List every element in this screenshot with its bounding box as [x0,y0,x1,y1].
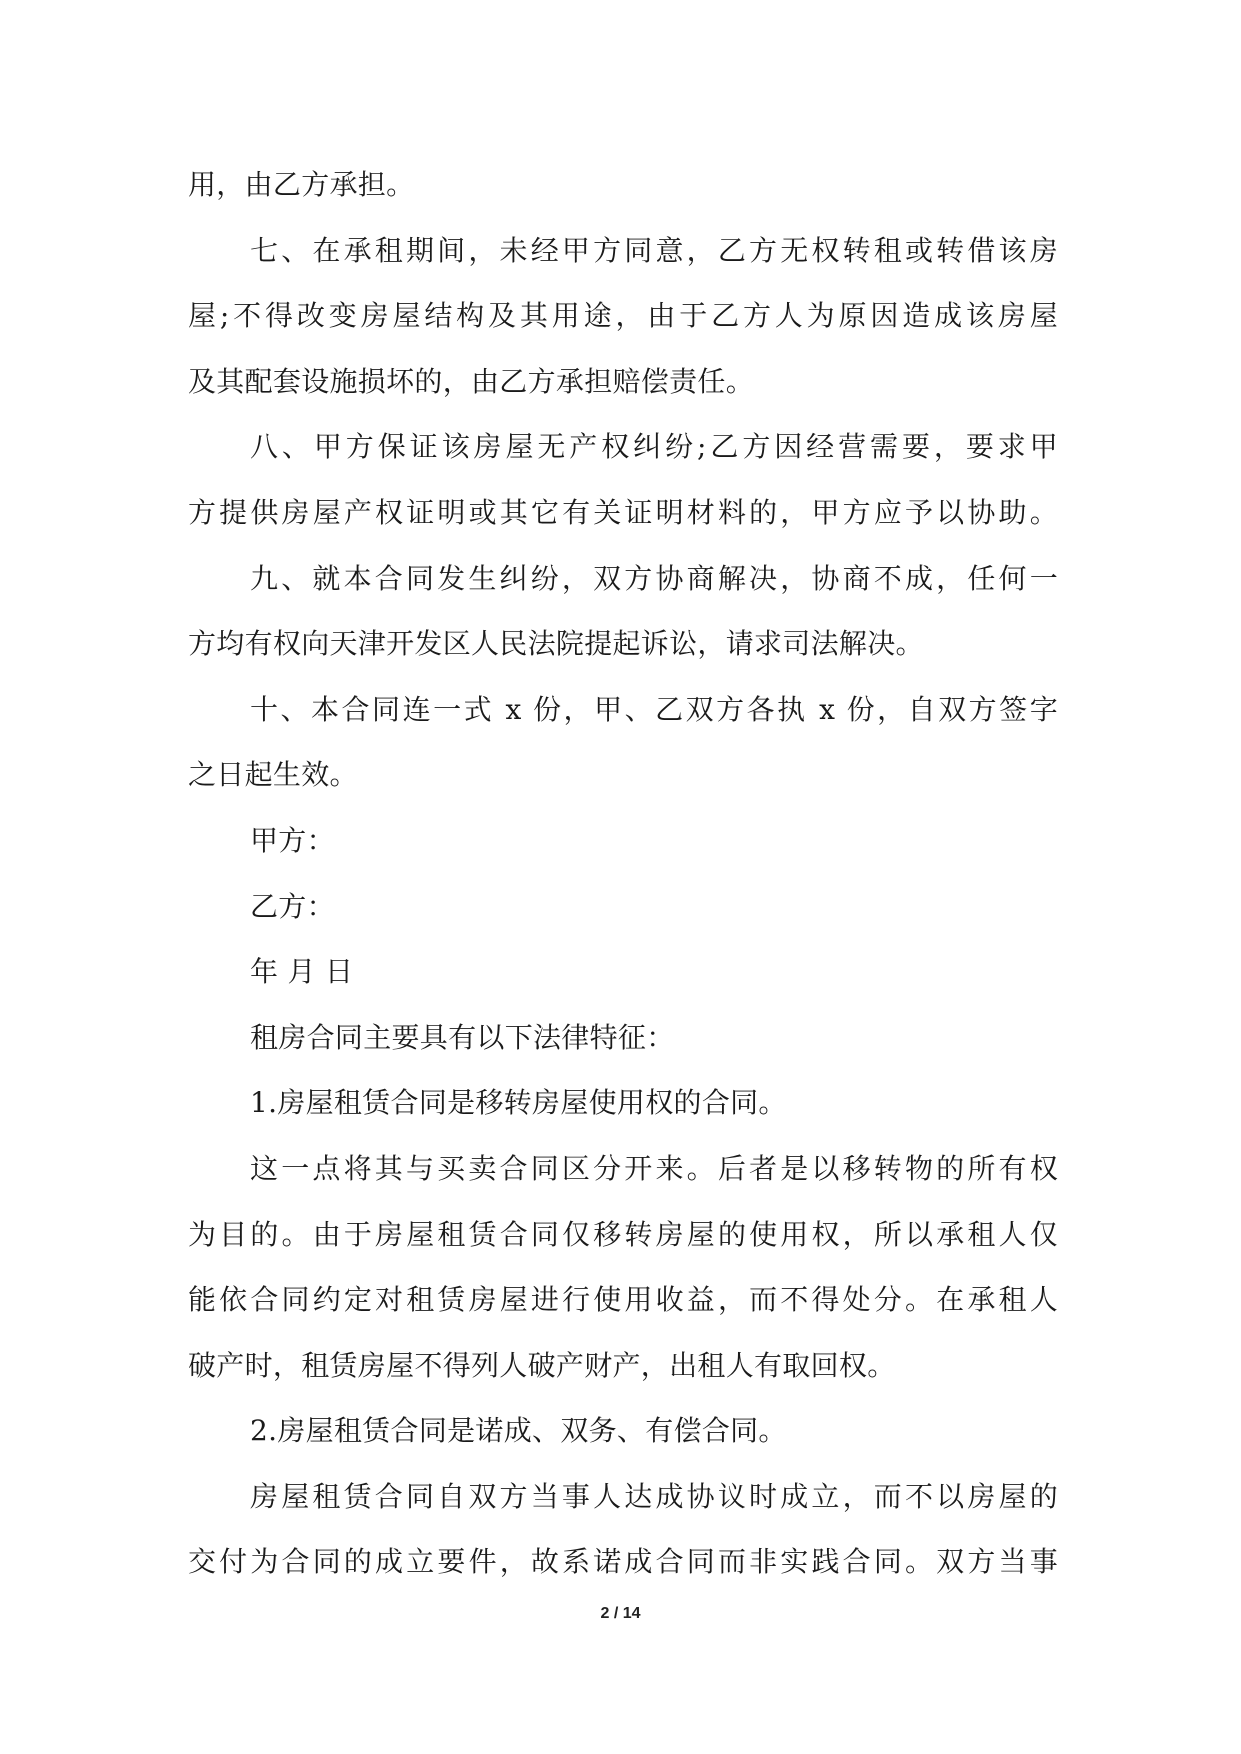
text-line: 年 月 日 [250,955,354,989]
text-line: 这一点将其与买卖合同区分开来。后者是以移转物的所有权 [250,1151,1058,1185]
text-line: 用，由乙方承担。 [188,168,415,201]
text-line: 破产时，租赁房屋不得列人破产财产，出租人有取回权。 [188,1348,896,1382]
text-line: 房屋租赁合同自双方当事人达成协议时成立，而不以房屋的 [250,1479,1058,1513]
text-line: 屋;不得改变房屋结构及其用途，由于乙方人为原因造成该房屋 [188,299,1058,333]
text-line: 之日起生效。 [188,758,358,792]
text-line: 为目的。由于房屋租赁合同仅移转房屋的使用权，所以承租人仅 [188,1217,1058,1251]
text-line: 1.房屋租赁合同是移转房屋使用权的合同。 [250,1086,787,1120]
text-line: 七、在承租期间，未经甲方同意，乙方无权转租或转借该房 [250,233,1058,267]
text-line: 方提供房屋产权证明或其它有关证明材料的，甲方应予以协助。 [188,495,1058,529]
page-number: 2 / 14 [600,1605,641,1622]
text-line: 乙方： [250,889,335,923]
document-body [188,152,1058,1595]
text-line: 甲方： [250,823,335,857]
text-line: 租房合同主要具有以下法律特征： [250,1020,675,1054]
text-line: 交付为合同的成立要件，故系诺成合同而非实践合同。双方当事 [188,1545,1058,1579]
text-line: 2.房屋租赁合同是诺成、双务、有偿合同。 [250,1414,787,1448]
text-line: 及其配套设施损坏的，由乙方承担赔偿责任。 [188,364,755,398]
text-line: 能依合同约定对租赁房屋进行使用收益，而不得处分。在承租人 [188,1283,1058,1317]
text-line: 方均有权向天津开发区人民法院提起诉讼，请求司法解决。 [188,627,924,661]
text-line: 十、本合同连一式 x 份，甲、乙双方各执 x 份，自双方签字 [250,692,1058,726]
text-line: 八、甲方保证该房屋无产权纠纷;乙方因经营需要，要求甲 [250,430,1058,464]
text-line: 九、就本合同发生纠纷，双方协商解决，协商不成，任何一 [250,561,1058,595]
